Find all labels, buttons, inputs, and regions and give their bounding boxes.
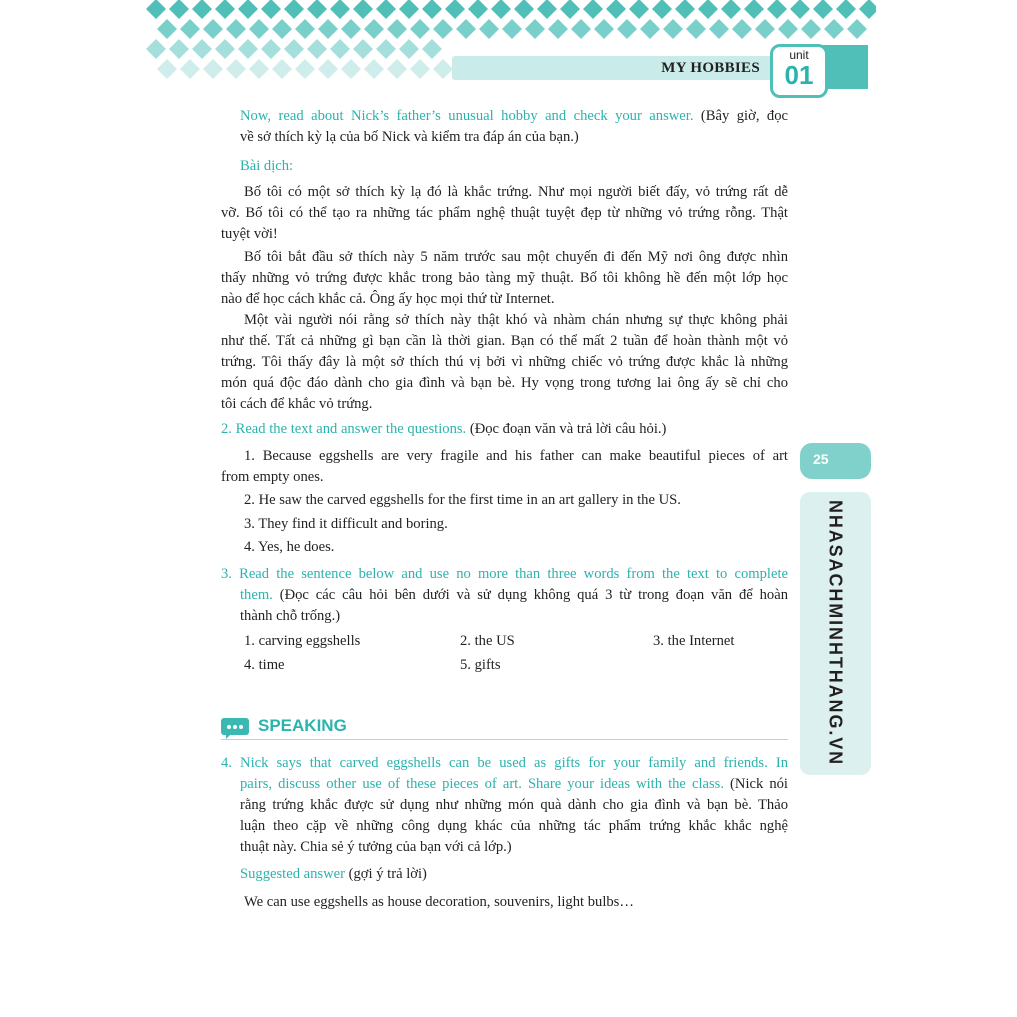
exercise-3-note: (Đọc các câu hỏi bên dưới và sử dụng không quá 3 từ trong đoạn văn để hoàn (272, 587, 788, 603)
diamond-shape (410, 19, 430, 39)
translation-paragraph-1 (221, 182, 788, 245)
translation-paragraph-2 (221, 247, 788, 310)
translation-paragraph-3 (221, 310, 788, 415)
diamond-shape (721, 0, 741, 19)
exercise-2-heading (221, 419, 666, 440)
diamond-shape (468, 0, 488, 19)
diamond-shape (387, 19, 407, 39)
diamond-shape (215, 0, 235, 19)
diamond-shape (456, 19, 476, 39)
page-number: 25 (813, 451, 829, 467)
diamond-shape (249, 19, 269, 39)
exercise-3-prompt-2: them. (240, 587, 273, 603)
diamond-shape (422, 39, 442, 59)
diamond-shape (364, 59, 384, 79)
diamond-shape (284, 39, 304, 59)
exercise-4-prompt: 4. Nick says that carved eggshells can be used as gifts for your family and friends. In (221, 755, 788, 771)
exercise-2-prompt: 2. Read the text and answer the questions. (221, 421, 467, 437)
exercise-3-heading (221, 564, 788, 627)
exercise-3-prompt: 3. Read the sentence below and use no more than three words from the text to complete (221, 566, 788, 582)
exercise-4-note-3: luận theo cặp về những công dụng khác của những tác phẩm trứng khắc khắc nghệ (240, 818, 788, 834)
side-watermark: NHASACHMINHTHANG.VN (825, 499, 846, 767)
diamond-shape (606, 0, 626, 19)
reading-instruction-vi-2: về sở thích kỳ lạ của bố Nick và kiểm tra đáp án của bạn.) (240, 129, 579, 145)
diamond-shape (778, 19, 798, 39)
diamond-shape (157, 59, 177, 79)
speech-bubble-icon (221, 718, 249, 735)
exercise-4-note: (Nick nói (723, 776, 788, 792)
diamond-shape (169, 39, 189, 59)
suggested-answer-label: Suggested answer (240, 866, 345, 882)
diamond-shape (629, 0, 649, 19)
diamond-shape (410, 59, 430, 79)
diamond-shape (238, 39, 258, 59)
reading-instruction (240, 106, 788, 148)
diamond-shape (295, 19, 315, 39)
diamond-shape (330, 0, 350, 19)
diamond-shape (341, 59, 361, 79)
diamond-shape (491, 0, 511, 19)
diamond-shape (226, 59, 246, 79)
suggested-answer-heading (240, 864, 427, 885)
diamond-shape (675, 0, 695, 19)
diamond-shape (203, 19, 223, 39)
diamond-shape (732, 19, 752, 39)
exercise-4 (221, 753, 788, 858)
diamond-shape (180, 19, 200, 39)
diamond-shape (318, 59, 338, 79)
diamond-shape (617, 19, 637, 39)
text-line: Bố tôi có một sở thích kỳ lạ đó là khắc trứng. Như mọi người biết đấy, vỏ trứng rất dễ (244, 184, 788, 200)
diamond-shape (399, 39, 419, 59)
diamond-shape (307, 39, 327, 59)
text-line: tuyệt vời! (221, 226, 278, 242)
exercise-3-answer-5: 5. gifts (460, 657, 501, 673)
diamond-shape (307, 0, 327, 19)
exercise-3-note-2: thành chỗ trống.) (240, 608, 341, 624)
diamond-shape (663, 19, 683, 39)
diamond-shape (824, 19, 844, 39)
text-line: Một vài người nói rằng sở thích này thật khó và nhàm chán nhưng sự thực không phải (244, 312, 788, 328)
diamond-shape (284, 0, 304, 19)
diamond-shape (583, 0, 603, 19)
exercise-2-answer-1 (221, 446, 788, 488)
text-line: vỡ. Bố tôi có thể tạo ra những tác phẩm nghệ thuật tuyệt đẹp từ những vỏ trứng rỗng. Thật (221, 205, 788, 221)
diamond-shape (537, 0, 557, 19)
diamond-shape (295, 59, 315, 79)
suggested-answer-note: (gợi ý trả lời) (344, 866, 427, 882)
diamond-shape (203, 59, 223, 79)
diamond-shape (180, 59, 200, 79)
diamond-shape (422, 0, 442, 19)
text-line: món quá độc đáo dành cho gia đình và bạn bè. Hy vọng trong tương lai ông ấy sẽ chỉ cho (221, 375, 788, 391)
diamond-shape (548, 19, 568, 39)
diamond-shape (445, 0, 465, 19)
diamond-shape (502, 19, 522, 39)
diamond-shape (594, 19, 614, 39)
exercise-2-answer-4: 4. Yes, he does. (244, 539, 335, 555)
exercise-3-answer-2: 2. the US (460, 633, 515, 649)
diamond-shape (571, 19, 591, 39)
suggested-answer-text: We can use eggshells as house decoration, souvenirs, light bulbs… (244, 894, 634, 910)
unit-title: MY HOBBIES (661, 60, 760, 76)
diamond-shape (272, 19, 292, 39)
diamond-shape (387, 59, 407, 79)
diamond-shape (790, 0, 810, 19)
diamond-shape (272, 59, 292, 79)
diamond-shape (698, 0, 718, 19)
diamond-shape (192, 0, 212, 19)
diamond-shape (353, 0, 373, 19)
text-line: tôi cách để khắc vỏ trứng. (221, 396, 373, 412)
diamond-shape (652, 0, 672, 19)
text-line: trứng. Tôi thấy đây là một sở thích thú vị bởi vì những chiếc vỏ trứng được khắc là những (221, 354, 788, 370)
diamond-shape (525, 19, 545, 39)
diamond-shape (514, 0, 534, 19)
exercise-2-answer-2: 2. He saw the carved eggshells for the first time in an art gallery in the US. (244, 492, 681, 508)
exercise-3-answer-4: 4. time (244, 657, 285, 673)
diamond-shape (318, 19, 338, 39)
diamond-shape (215, 39, 235, 59)
unit-number: 01 (784, 60, 814, 90)
diamond-shape (238, 0, 258, 19)
reading-instruction-vi: (Bây giờ, đọc (693, 108, 788, 124)
diamond-shape (249, 59, 269, 79)
diamond-shape (433, 59, 453, 79)
exercise-2-answer-3: 3. They find it difficult and boring. (244, 516, 448, 532)
exercise-2-note: (Đọc đoạn văn và trả lời câu hỏi.) (466, 421, 667, 437)
diamond-shape (376, 39, 396, 59)
diamond-shape (341, 19, 361, 39)
diamond-shape (261, 39, 281, 59)
unit-badge (770, 44, 828, 98)
diamond-shape (801, 19, 821, 39)
diamond-shape (169, 0, 189, 19)
diamond-shape (353, 39, 373, 59)
diamond-shape (364, 19, 384, 39)
exercise-4-prompt-2: pairs, discuss other use of these pieces of art. Share your ideas with the class. (240, 776, 724, 792)
translation-heading: Bài dịch: (240, 158, 294, 174)
text-line: như thế. Tất cả những gì bạn cần là thời gian. Bạn có thể mất 2 tuần để hoàn thành một vỏ (221, 333, 788, 349)
diamond-shape (157, 19, 177, 39)
diamond-shape (192, 39, 212, 59)
exercise-4-note-2: rằng trứng khắc được sử dụng như những món quà dành cho gia đình và bạn bè. Thảo (240, 797, 788, 813)
diamond-shape (261, 0, 281, 19)
diamond-shape (146, 0, 166, 19)
diamond-shape (433, 19, 453, 39)
text-line: Bố tôi bắt đầu sở thích này 5 năm trước sau một chuyến đi đến Mỹ nơi ông được nhìn (244, 249, 788, 265)
exercise-3-answer-1: 1. carving eggshells (244, 633, 361, 649)
text-line: thấy những vỏ trứng được khắc trong bảo tàng mỹ thuật. Bố tôi không hề đến một lớp học (221, 270, 788, 286)
exercise-4-note-4: thuật này. Chia sẻ ý tưởng của bạn với cả lớp.) (240, 839, 512, 855)
text-line: 1. Because eggshells are very fragile and his father can make beautiful pieces of art (244, 448, 788, 464)
diamond-shape (640, 19, 660, 39)
text-line: from empty ones. (221, 469, 324, 485)
diamond-shape (376, 0, 396, 19)
diamond-shape (560, 0, 580, 19)
text-line: nào để học cách khắc cả. Ông ấy học mọi thứ từ Internet. (221, 291, 555, 307)
reading-instruction-en: Now, read about Nick’s father’s unusual hobby and check your answer. (240, 108, 694, 124)
speaking-title: SPEAKING (258, 716, 347, 735)
diamond-shape (330, 39, 350, 59)
diamond-shape (767, 0, 787, 19)
diamond-shape (399, 0, 419, 19)
section-divider (221, 739, 788, 740)
diamond-shape (813, 0, 833, 19)
diamond-shape (836, 0, 856, 19)
diamond-shape (744, 0, 764, 19)
diamond-shape (709, 19, 729, 39)
diamond-shape (479, 19, 499, 39)
diamond-shape (146, 39, 166, 59)
diamond-shape (226, 19, 246, 39)
diamond-shape (755, 19, 775, 39)
diamond-shape (686, 19, 706, 39)
exercise-3-answer-3: 3. the Internet (653, 633, 735, 649)
page-number-tab (800, 443, 871, 479)
unit-label: unit (789, 48, 809, 62)
diamond-shape (847, 19, 867, 39)
diamond-shape (859, 0, 876, 19)
